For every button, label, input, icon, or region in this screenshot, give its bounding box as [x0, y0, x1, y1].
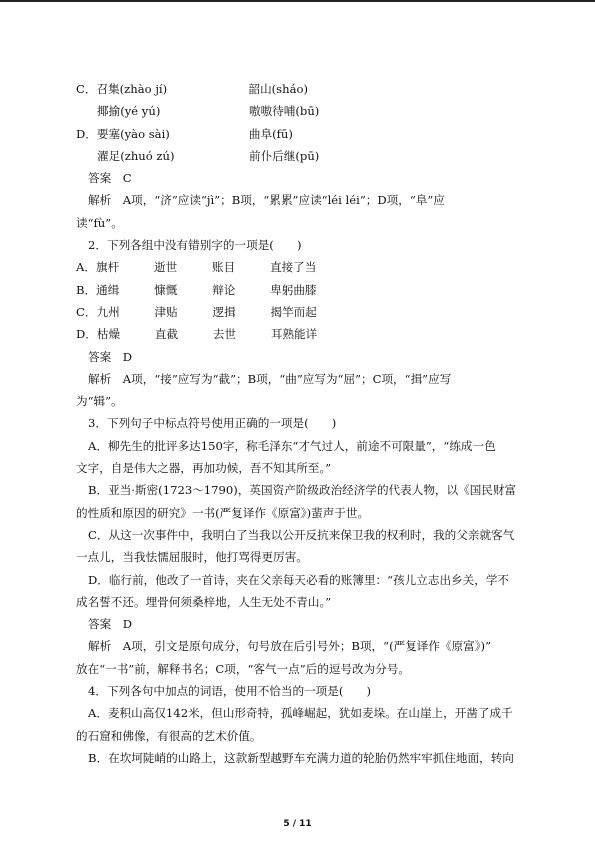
- q2-answer: 答案 D: [88, 349, 133, 364]
- word: 慷慨: [154, 282, 178, 297]
- q2-option-b: B．通缉 慷慨 辩论 卑躬曲膝: [76, 279, 520, 301]
- word: 前仆后继(pū): [249, 148, 320, 163]
- q1-answer: 答案 C: [88, 171, 132, 186]
- q1-analysis-cont: 读“fù”。: [76, 215, 123, 230]
- word: 濯足(zhuó zú): [97, 148, 175, 163]
- word: 耳熟能详: [270, 327, 318, 342]
- word: 韶山(sháo): [248, 82, 309, 96]
- q3-option-b: B．亚当·斯密(1723～1790)，英国资产阶级政治经济学的代表人物，以《国民财富: [88, 483, 517, 498]
- word: 逝世: [153, 260, 178, 275]
- q3-option-d-cont: 成名誓不还。埋骨何须桑梓地，人生无处不青山。”: [76, 594, 332, 609]
- word: 要塞(yào sài): [96, 126, 170, 141]
- q1-analysis: 解析 A项，“济”应读“jì”；B项，“累累”应读“léi léi”；D项，“阜”应: [88, 193, 445, 208]
- q2-analysis-cont: 为“辑”。: [76, 394, 123, 409]
- q1-option-d-row2: [76, 145, 520, 167]
- q3-option-d: D．临行前，他改了一首诗，夹在父亲每天必看的账簿里：“孩儿立志出乡关，学不: [88, 572, 510, 587]
- word: 揭竿而起: [270, 304, 317, 319]
- q2-option-c: C．九州 津贴 逻揖 揭竿而起: [76, 301, 520, 323]
- q3-option-a-cont: 文字，自是伟大之器，再加功候，吾不知其所至。”: [76, 461, 332, 476]
- word: 卑躬曲膝: [270, 282, 317, 297]
- q3-option-b-cont: 的性质和原因的研究》一书(严复译作《原富》)蜚声于世。: [76, 505, 370, 520]
- document-body: [76, 78, 520, 769]
- word: 揶揄(yé yú): [97, 104, 161, 119]
- word: 旗杆: [95, 260, 120, 275]
- header-rule: [0, 0, 595, 2]
- q2-analysis: 解析 A项，“接”应写为“截”；B项，“曲”应写为“屈”；C项，“揖”应写: [88, 371, 452, 386]
- q3-option-c: C．从这一次事件中，我明白了当我以公开反抗来保卫我的权利时，我的父亲就客气: [88, 527, 515, 542]
- word: 召集(zhào jí): [96, 82, 168, 96]
- word: 逻揖: [212, 304, 236, 319]
- word: 去世: [212, 327, 237, 342]
- q3-analysis-cont: 放在“一书”前，解释书名；C项，“客气一点”后的逗号改为分号。: [76, 661, 411, 676]
- word: 账目: [211, 260, 236, 275]
- word: 直接了当: [269, 260, 317, 275]
- word: 嗷嗷待哺(bū): [249, 104, 320, 119]
- q2-option-a: A．旗杆 逝世 账目 直接了当: [76, 256, 520, 278]
- word: 曲阜(fū): [248, 126, 293, 141]
- q2-stem: 2．下列各组中没有错别字的一项是( ): [88, 238, 302, 253]
- word: 津贴: [154, 304, 178, 319]
- page-number: 5 / 11: [283, 819, 312, 829]
- q1-option-c-row1: C．召集(zhào jí) 韶山(sháo): [76, 78, 520, 100]
- word: 直截: [154, 327, 179, 342]
- q4-option-a-cont: 的石窟和佛像，有很高的艺术价值。: [76, 728, 262, 743]
- q3-answer: 答案 D: [88, 617, 133, 632]
- q4-option-b: B．在坎坷陡峭的山路上，这款新型越野车充满力道的轮胎仍然牢牢抓住地面，转向: [88, 750, 514, 765]
- q3-option-a: A．柳先生的批评多达150字，称毛泽东“才气过人，前途不可限量”，“练成一色: [88, 438, 496, 453]
- q3-analysis: 解析 A项，引文是原句成分，句号放在后引号外；B项，“(严复译作《原富》)”: [88, 639, 491, 654]
- q4-stem: 4．下列各句中加点的词语，使用不恰当的一项是( ): [88, 684, 372, 699]
- word: 通缉: [96, 282, 120, 297]
- q1-option-c-row2: [76, 100, 520, 122]
- word: 辩论: [212, 282, 236, 297]
- q4-option-a: A．麦积山高仅142米，但山形奇特，孤峰崛起，犹如麦垛。在山崖上，开凿了成千: [88, 706, 513, 721]
- q3-stem: 3．下列句子中标点符号使用正确的一项是( ): [88, 416, 337, 431]
- q1-option-d-row1: D．要塞(yào sài) 曲阜(fū): [76, 123, 520, 145]
- word: 九州: [96, 304, 120, 319]
- q2-option-d: D．枯燥 直截 去世 耳熟能详: [76, 323, 520, 345]
- word: 枯燥: [96, 327, 121, 342]
- q3-option-c-cont: 一点儿，当我怯懦屈服时，他打骂得更厉害。: [76, 550, 308, 565]
